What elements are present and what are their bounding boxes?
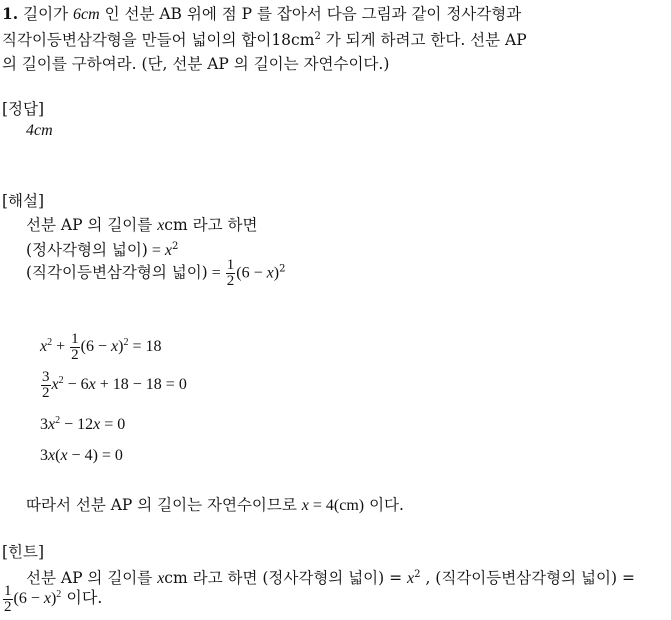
solution-conclusion: 따라서 선분 AP 의 길이는 자연수이므로 x = 4(cm) 이다. bbox=[26, 496, 404, 514]
equation-4: 3x(x − 4) = 0 bbox=[40, 447, 123, 464]
hint-line-2: $\frac{1}{2}$ $(6 - x)^2$ 이다. bbox=[4, 583, 103, 615]
question-line-3: 의 길이를 구하여라. (단, 선분 AP 의 길이는 자연수이다.) bbox=[2, 55, 390, 73]
hint-line-1: 선분 AP 의 길이를 xcm 라고 하면 (정사각형의 넓이) = $x^2$ , (직각이등변삼각형의 넓이) = bbox=[26, 569, 635, 587]
fraction: $\frac{1}{2}$ bbox=[4, 583, 12, 615]
question-line-2: 직각이등변삼각형을 만들어 넓이의 합이$18cm^2$ 가 되게 하려고 한다. 선분 AP bbox=[2, 31, 527, 49]
solution-line-1: 선분 AP 의 길이를 xcm 라고 하면 bbox=[26, 216, 258, 234]
solution-line-3: (직각이등변삼각형의 넓이) = $\frac{1}{2}$ $(6 - x)^2$ bbox=[26, 257, 286, 289]
answer-header: [정답] bbox=[2, 100, 45, 118]
segment-length: 6cm bbox=[72, 6, 100, 23]
solution-header: [해설] bbox=[2, 192, 45, 210]
question-line-1: 1. 길이가 6cm 인 선분 AB 위에 점 P 를 잡아서 다음 그림과 같이 정사각형과 bbox=[2, 4, 522, 23]
equation-3: $3x^2 - 12x = 0$ bbox=[40, 415, 126, 433]
fraction: $\frac{3}{2}$ bbox=[42, 369, 50, 401]
fraction: $\frac{1}{2}$ bbox=[226, 257, 235, 289]
question-number: 1. bbox=[2, 4, 19, 23]
equation-2: $\frac{3}{2}$ $x^2 - 6x + 18 - 18 = 0$ bbox=[42, 369, 187, 401]
hint-header: [힌트] bbox=[2, 543, 45, 561]
equation-1: $x^2$ + $\frac{1}{2}$ $(6 - x)^2 = 18$ bbox=[40, 331, 162, 363]
solution-line-2: (정사각형의 넓이) = $x^2$ bbox=[26, 241, 179, 259]
answer-value: 4cm bbox=[26, 122, 53, 139]
fraction: $\frac{1}{2}$ bbox=[71, 331, 79, 363]
